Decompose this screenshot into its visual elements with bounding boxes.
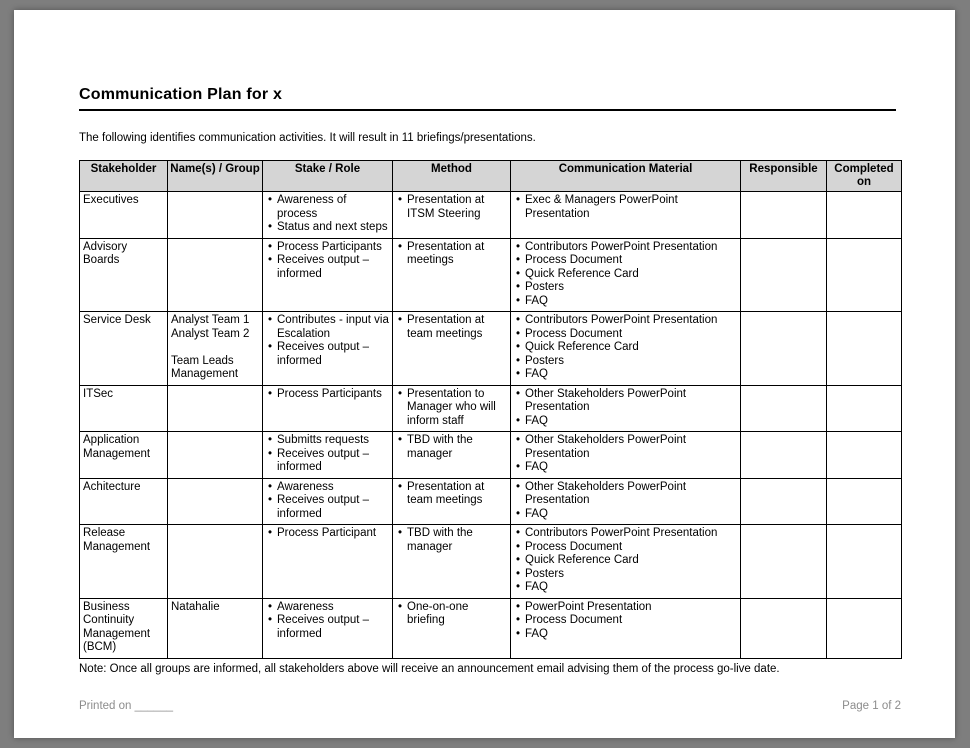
- bullet-item: • TBD with the manager: [396, 527, 507, 554]
- stakeholder-cell: Executives: [80, 192, 168, 239]
- bullet-item: • Process Participants: [266, 388, 389, 402]
- communication-material-cell: [511, 385, 741, 432]
- communication-material-cell: [511, 238, 741, 312]
- bullet-item: • Awareness: [266, 601, 389, 615]
- stake-role-cell: [263, 312, 393, 386]
- completed-on-cell: [827, 385, 902, 432]
- bullet-list: [266, 481, 389, 522]
- page-footer: [79, 700, 901, 712]
- bullet-item: • Posters: [514, 355, 737, 369]
- communication-plan-table: [79, 160, 902, 659]
- bullet-list: [396, 601, 507, 628]
- table-row: [80, 478, 902, 525]
- name-line: Natahalie: [171, 600, 220, 613]
- bullet-item: • Exec & Managers PowerPoint Presentation: [514, 194, 737, 221]
- bullet-item: • Process Participant: [266, 527, 389, 541]
- method-cell: [393, 598, 511, 658]
- bullet-item: • One-on-one briefing: [396, 601, 507, 628]
- column-header: Stakeholder: [80, 161, 168, 192]
- table-row: [80, 598, 902, 658]
- completed-on-cell: [827, 598, 902, 658]
- bullet-item: • Posters: [514, 281, 737, 295]
- stake-role-cell: [263, 432, 393, 479]
- bullet-item: • Process Document: [514, 254, 737, 268]
- bullet-item: • Contributes - input via Escalation: [266, 314, 389, 341]
- communication-material-cell: [511, 598, 741, 658]
- names-group-cell: [168, 478, 263, 525]
- bullet-item: • Quick Reference Card: [514, 268, 737, 282]
- stake-role-cell: [263, 238, 393, 312]
- bullet-item: • Receives output – informed: [266, 614, 389, 641]
- bullet-item: • FAQ: [514, 461, 737, 475]
- names-group-cell: [168, 238, 263, 312]
- document-page: [14, 10, 955, 738]
- bullet-item: • Quick Reference Card: [514, 341, 737, 355]
- completed-on-cell: [827, 432, 902, 479]
- bullet-item: • Process Document: [514, 541, 737, 555]
- responsible-cell: [741, 478, 827, 525]
- name-line: Analyst Team 2: [171, 327, 250, 340]
- bullet-item: • Receives output – informed: [266, 448, 389, 475]
- communication-material-cell: [511, 192, 741, 239]
- bullet-list: [396, 527, 507, 554]
- completed-on-cell: [827, 192, 902, 239]
- names-group-cell: [168, 192, 263, 239]
- page-title: Communication Plan for x: [79, 86, 896, 111]
- bullet-item: • TBD with the manager: [396, 434, 507, 461]
- names-group-cell: [168, 312, 263, 386]
- bullet-item: • FAQ: [514, 581, 737, 595]
- stakeholder-cell: Achitecture: [80, 478, 168, 525]
- bullet-list: [514, 481, 737, 522]
- table-header-row: [80, 161, 902, 192]
- bullet-list: [266, 314, 389, 368]
- bullet-item: • Awareness of process: [266, 194, 389, 221]
- method-cell: [393, 525, 511, 599]
- bullet-list: [266, 434, 389, 475]
- responsible-cell: [741, 432, 827, 479]
- bullet-item: • FAQ: [514, 628, 737, 642]
- bullet-list: [514, 314, 737, 382]
- bullet-list: [396, 388, 507, 429]
- bullet-item: • PowerPoint Presentation: [514, 601, 737, 615]
- completed-on-cell: [827, 238, 902, 312]
- responsible-cell: [741, 312, 827, 386]
- method-cell: [393, 238, 511, 312]
- bullet-item: • Process Document: [514, 614, 737, 628]
- communication-material-cell: [511, 478, 741, 525]
- bullet-item: • FAQ: [514, 508, 737, 522]
- stake-role-cell: [263, 192, 393, 239]
- stake-role-cell: [263, 525, 393, 599]
- column-header: Stake / Role: [263, 161, 393, 192]
- bullet-list: [514, 241, 737, 309]
- bullet-list: [514, 601, 737, 642]
- bullet-list: [266, 194, 389, 235]
- bullet-item: • FAQ: [514, 415, 737, 429]
- stakeholder-cell: Application Management: [80, 432, 168, 479]
- bullet-item: • Other Stakeholders PowerPoint Presentation: [514, 388, 737, 415]
- names-group-cell: [168, 385, 263, 432]
- bullet-item: • Receives output – informed: [266, 254, 389, 281]
- table-row: [80, 525, 902, 599]
- bullet-item: • Process Participants: [266, 241, 389, 255]
- bullet-item: • Presentation to Manager who will inform staff: [396, 388, 507, 429]
- printed-on-label: Printed on ______: [79, 699, 173, 712]
- stake-role-cell: [263, 385, 393, 432]
- communication-material-cell: [511, 432, 741, 479]
- method-cell: [393, 385, 511, 432]
- bullet-list: [396, 434, 507, 461]
- intro-text: The following identifies communication activities. It will result in 11 briefings/presentations.: [79, 132, 536, 144]
- completed-on-cell: [827, 312, 902, 386]
- names-group-cell: [168, 432, 263, 479]
- responsible-cell: [741, 238, 827, 312]
- bullet-list: [266, 601, 389, 642]
- table-row: [80, 432, 902, 479]
- page-number: Page 1 of 2: [842, 699, 901, 712]
- table-row: [80, 192, 902, 239]
- bullet-item: • Awareness: [266, 481, 389, 495]
- bullet-item: • FAQ: [514, 295, 737, 309]
- bullet-list: [514, 434, 737, 475]
- method-cell: [393, 312, 511, 386]
- name-line: Management: [171, 368, 239, 380]
- column-header: Completed on: [827, 161, 902, 192]
- stakeholder-cell: Advisory Boards: [80, 238, 168, 312]
- note-text: Note: Once all groups are informed, all stakeholders above will receive an announcement email advising them of the process go-live date.: [79, 662, 780, 675]
- bullet-item: • Other Stakeholders PowerPoint Presentation: [514, 434, 737, 461]
- responsible-cell: [741, 192, 827, 239]
- bullet-list: [396, 481, 507, 508]
- table-row: [80, 385, 902, 432]
- column-header: Name(s) / Group: [168, 161, 263, 192]
- bullet-item: • Presentation at meetings: [396, 241, 507, 268]
- bullet-list: [396, 314, 507, 341]
- bullet-item: • Contributors PowerPoint Presentation: [514, 527, 737, 541]
- column-header: Responsible: [741, 161, 827, 192]
- name-line: [171, 341, 259, 355]
- bullet-item: • Posters: [514, 568, 737, 582]
- responsible-cell: [741, 525, 827, 599]
- table-row: [80, 238, 902, 312]
- completed-on-cell: [827, 525, 902, 599]
- bullet-item: • FAQ: [514, 368, 737, 382]
- responsible-cell: [741, 385, 827, 432]
- stakeholder-cell: Service Desk: [80, 312, 168, 386]
- bullet-item: • Receives output – informed: [266, 494, 389, 521]
- stakeholder-cell: Business Continuity Management (BCM): [80, 598, 168, 658]
- completed-on-cell: [827, 478, 902, 525]
- stakeholder-cell: ITSec: [80, 385, 168, 432]
- column-header: Communication Material: [511, 161, 741, 192]
- column-header: Method: [393, 161, 511, 192]
- bullet-list: [514, 194, 737, 221]
- name-line: Team Leads: [171, 354, 234, 367]
- bullet-item: • Other Stakeholders PowerPoint Presentation: [514, 481, 737, 508]
- stake-role-cell: [263, 598, 393, 658]
- bullet-list: [266, 527, 389, 541]
- bullet-list: [514, 388, 737, 429]
- bullet-item: • Contributors PowerPoint Presentation: [514, 314, 737, 328]
- stake-role-cell: [263, 478, 393, 525]
- stakeholder-cell: Release Management: [80, 525, 168, 599]
- table-body: [80, 192, 902, 659]
- communication-material-cell: [511, 312, 741, 386]
- bullet-item: • Status and next steps: [266, 221, 389, 235]
- bullet-list: [396, 194, 507, 221]
- bullet-list: [266, 388, 389, 402]
- responsible-cell: [741, 598, 827, 658]
- communication-material-cell: [511, 525, 741, 599]
- names-group-cell: [168, 525, 263, 599]
- bullet-item: • Presentation at team meetings: [396, 481, 507, 508]
- names-group-cell: [168, 598, 263, 658]
- method-cell: [393, 432, 511, 479]
- table-row: [80, 312, 902, 386]
- bullet-item: • Submitts requests: [266, 434, 389, 448]
- bullet-item: • Process Document: [514, 328, 737, 342]
- name-line: Analyst Team 1: [171, 314, 250, 326]
- bullet-list: [266, 241, 389, 282]
- bullet-item: • Quick Reference Card: [514, 554, 737, 568]
- bullet-item: • Presentation at team meetings: [396, 314, 507, 341]
- bullet-item: • Contributors PowerPoint Presentation: [514, 241, 737, 255]
- bullet-list: [514, 527, 737, 595]
- bullet-item: • Presentation at ITSM Steering: [396, 194, 507, 221]
- method-cell: [393, 192, 511, 239]
- bullet-item: • Receives output – informed: [266, 341, 389, 368]
- method-cell: [393, 478, 511, 525]
- bullet-list: [396, 241, 507, 268]
